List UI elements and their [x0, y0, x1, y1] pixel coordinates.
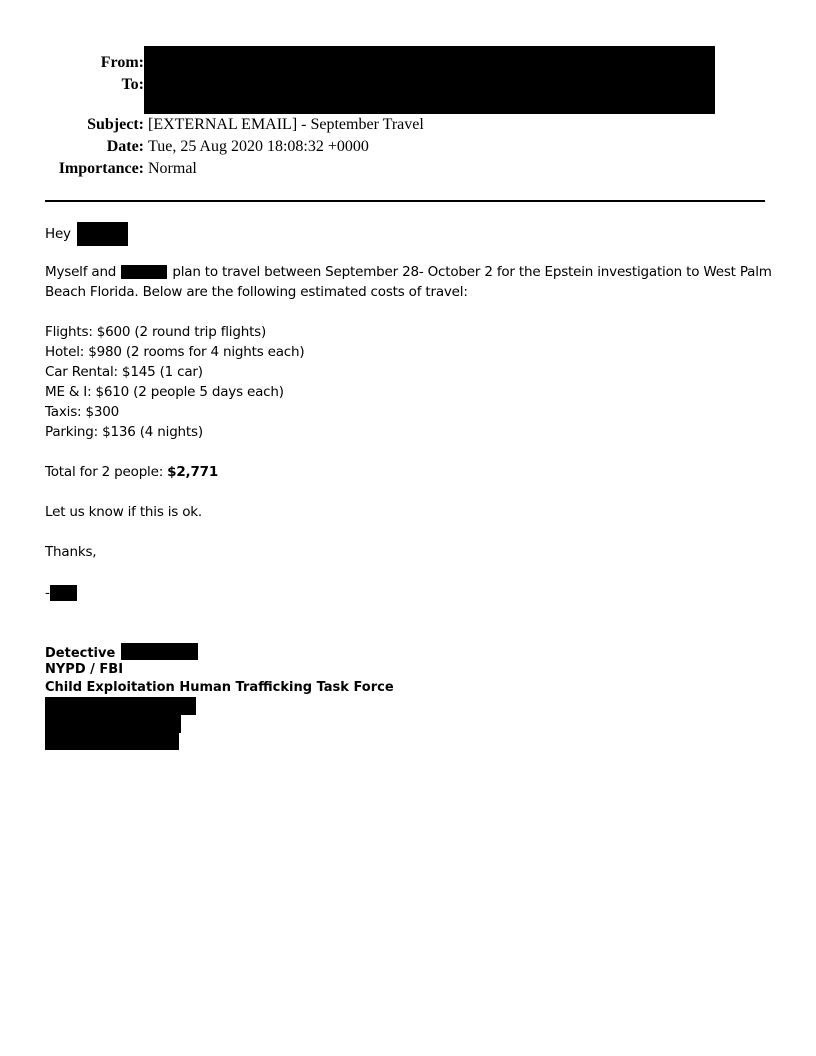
- redacted-contact-line-1: [45, 697, 196, 715]
- signature-title: Detective: [45, 646, 116, 661]
- signature-org: NYPD / FBI: [45, 662, 124, 677]
- redacted-colleague-name: [121, 265, 167, 279]
- redacted-contact-line-3: [45, 733, 179, 750]
- sender-initial-line: [45, 583, 77, 603]
- cost-item: Parking: $136 (4 nights): [45, 424, 203, 440]
- header-divider: [45, 200, 765, 202]
- redacted-contact-line-2: [45, 715, 181, 733]
- total-label: Total for 2 people:: [45, 464, 168, 480]
- para1-start: Myself and: [45, 264, 117, 280]
- total-value: $2,771: [167, 464, 219, 480]
- paragraph-line-2: Beach Florida. Below are the following estimated costs of travel:: [45, 284, 468, 300]
- thanks-line: Thanks,: [45, 544, 97, 560]
- redacted-sender-initials: [50, 585, 77, 601]
- subject-label: Subject:: [87, 116, 144, 133]
- total-line: [45, 462, 218, 482]
- cost-item: Hotel: $980 (2 rooms for 4 nights each): [45, 344, 305, 360]
- date-label: Date:: [106, 138, 144, 155]
- signature-unit: Child Exploitation Human Trafficking Task Force: [45, 680, 394, 695]
- from-label: From:: [100, 54, 144, 71]
- redacted-from-to: [144, 46, 715, 114]
- cost-item: Flights: $600 (2 round trip flights): [45, 324, 267, 340]
- subject-value: [EXTERNAL EMAIL] - September Travel: [148, 116, 424, 133]
- paragraph-line-1: [45, 262, 772, 282]
- cost-item: Taxis: $300: [45, 404, 120, 420]
- importance-value: Normal: [148, 160, 197, 177]
- cost-item: Car Rental: $145 (1 car): [45, 364, 203, 380]
- para1-end: plan to travel between September 28- October 2 for the Epstein investigation to West Palm: [172, 264, 772, 280]
- greeting-line: [45, 222, 128, 246]
- date-value: Tue, 25 Aug 2020 18:08:32 +0000: [148, 138, 369, 155]
- to-label: To:: [121, 76, 144, 93]
- dash: -: [45, 585, 50, 601]
- redacted-recipient-name: [77, 222, 128, 246]
- signature-title-line: [45, 643, 198, 663]
- cost-item: ME & I: $610 (2 people 5 days each): [45, 384, 284, 400]
- closing-line: Let us know if this is ok.: [45, 504, 202, 520]
- importance-label: Importance:: [58, 160, 144, 177]
- greeting-text: Hey: [45, 226, 71, 242]
- redacted-detective-name: [121, 643, 198, 660]
